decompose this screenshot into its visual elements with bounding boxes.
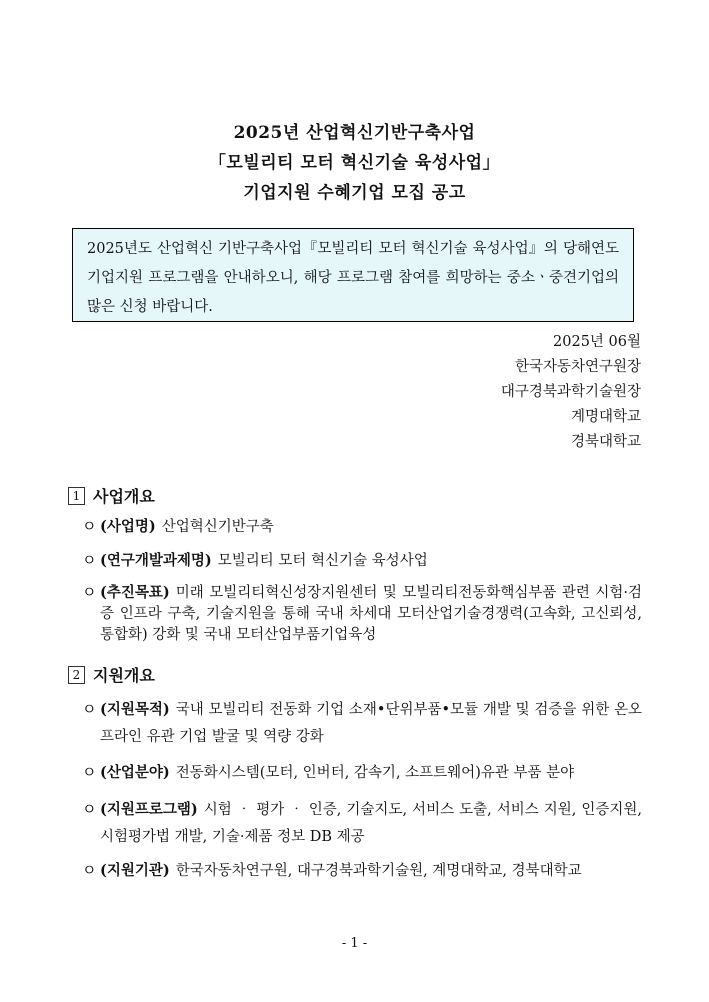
list-item	[82, 858, 642, 884]
item-text: 전동화시스템(모터, 인버터, 감속기, 소프트웨어)유관 부품 분야	[175, 765, 575, 781]
item-label: (추진목표)	[100, 584, 170, 601]
bullet-icon: ㅇ	[82, 517, 97, 535]
announcement-date: 2025년 06월	[553, 334, 641, 350]
item-text: 국내 모빌리티 전동화 기업 소재•단위부품•모듈 개발 및 검증을 위한 온오프라인 유관 기업 발굴 및 역량 강화	[100, 702, 642, 745]
item-text: 한국자동차연구원, 대구경북과학기술원, 계명대학교, 경북대학교	[175, 863, 582, 879]
section-title: 지원개요	[93, 666, 155, 685]
bullet-icon: ㅇ	[82, 861, 97, 879]
title-line-2: 「모빌리티 모터 혁신기술 육성사업」	[208, 153, 501, 173]
organization-2: 대구경북과학기술원장	[500, 384, 641, 400]
item-text: 모빌리티 모터 혁신기술 육성사업	[217, 553, 428, 569]
section-number-box: 1	[68, 487, 85, 505]
bullet-icon: ㅇ	[82, 583, 97, 601]
list-item	[82, 760, 642, 786]
organization-1: 한국자동차연구원장	[514, 359, 641, 375]
item-text: 시험 ‧ 평가 ‧ 인증, 기술지도, 서비스 도출, 서비스 지원, 인증지원, 시험평가법 개발, 기술·제품 정보 DB 제공	[100, 802, 642, 845]
organization-3: 계명대학교	[570, 409, 641, 425]
item-label: (연구개발과제명)	[100, 552, 212, 569]
section-number-box: 2	[68, 666, 85, 684]
intro-text: 2025년도 산업혁신 기반구축사업『모빌리티 모터 혁신기술 육성사업』의 당해연도 기업지원 프로그램을 안내하오니, 해당 프로그램 참여를 희망하는 중소ㆍ중견기업의 많은 신청 바랍니다.	[87, 241, 619, 315]
page-number: - 1 -	[341, 936, 368, 951]
bullet-icon: ㅇ	[82, 551, 97, 569]
bullet-icon: ㅇ	[82, 800, 97, 818]
list-item	[82, 582, 642, 646]
bullet-icon: ㅇ	[82, 763, 97, 781]
bullet-icon: ㅇ	[82, 700, 97, 718]
list-item	[82, 514, 642, 540]
list-item	[82, 696, 642, 751]
item-text: 미래 모빌리티혁신성장지원센터 및 모빌리티전동화핵심부품 관련 시험·검증 인프라 구축, 기술지원을 통해 국내 차세대 모터산업기술경쟁력(고속화, 고신뢰성, 통합화) 강화 및 국내 모터산업부품기업육성	[100, 585, 642, 643]
section-heading-support	[68, 663, 155, 686]
organization-4: 경북대학교	[570, 434, 641, 450]
title-line-1: 2025년 산업혁신기반구축사업	[233, 123, 476, 143]
item-label: (지원목적)	[100, 701, 170, 718]
item-text: 산업혁신기반구축	[161, 519, 274, 535]
item-label: (지원프로그램)	[100, 801, 198, 818]
list-item	[82, 796, 642, 851]
title-line-3: 기업지원 수혜기업 모집 공고	[243, 183, 466, 203]
item-label: (산업분야)	[100, 764, 170, 781]
list-item	[82, 548, 642, 574]
section-title: 사업개요	[93, 487, 155, 506]
item-label: (지원기관)	[100, 862, 170, 879]
section-heading-overview	[68, 484, 155, 507]
intro-box	[72, 228, 634, 322]
item-label: (사업명)	[100, 518, 156, 535]
